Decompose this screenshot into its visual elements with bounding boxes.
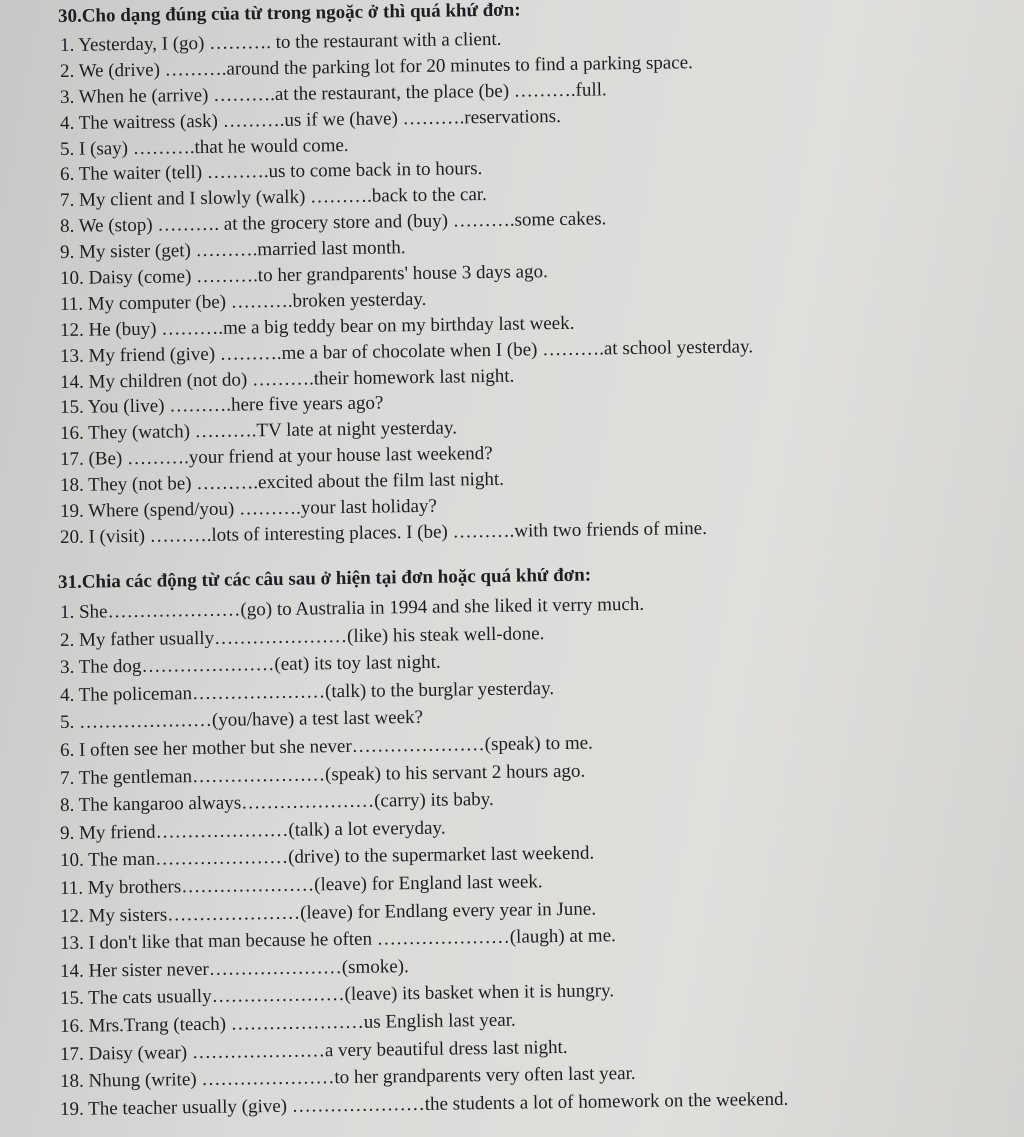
item-text: They (not be) ……….excited about the film last night. [88,468,505,496]
item-text: You (live) ……….here five years ago? [87,392,384,419]
item-text: The kangaroo always…………………(carry) its baby. [78,789,494,816]
item-number: 3. [59,86,75,108]
item-text: Her sister never…………………(smoke). [88,955,409,982]
item-text: I (say) ……….that he would come. [78,134,349,160]
item-number: 18. [59,1070,84,1093]
item-text: The cats usually…………………(leave) its basket when it is hungry. [88,980,615,1009]
item-text: (Be) ……….your friend at your house last weekend? [88,443,493,470]
item-number: 18. [59,474,84,497]
item-number: 2. [59,629,75,651]
item-number: 7. [59,190,75,212]
item-number: 17. [59,1043,84,1065]
item-number: 4. [59,684,75,706]
item-text: Mrs.Trang (teach) …………………us English last year. [88,1009,516,1037]
item-text: I (visit) ……….lots of interesting places. I (be) ……….with two friends of mine. [88,517,708,548]
item-text: We (drive) ……….around the parking lot for 20 minutes to find a parking space. [78,52,693,82]
item-number: 7. [59,767,75,789]
item-text: Yesterday, I (go) ………. to the restaurant with a client. [78,28,502,56]
item-text: …………………(you/have) a test last week? [78,707,424,734]
item-number: 13. [59,345,84,367]
item-text: I don't like that man because he often …………………(laugh) at me. [88,925,616,954]
item-text: The waiter (tell) ……….us to come back in to hours. [78,158,483,186]
item-text: The man…………………(drive) to the supermarket last weekend. [88,842,595,871]
item-text: The dog…………………(eat) its toy last night. [78,651,441,678]
item-number: 12. [59,319,84,341]
item-text: I often see her mother but she never…………………(speak) to me. [78,732,594,761]
item-number: 11. [59,293,84,315]
item-text: He (buy) ……….me a big teddy bear on my birthday last week. [88,312,575,341]
item-number: 20. [59,526,84,548]
item-text: The gentleman…………………(speak) to his servant 2 hours ago. [78,760,586,789]
item-number: 13. [59,932,84,955]
item-text: My sister (get) ……….married last month. [78,237,406,263]
exercise-31-heading: 31.Chia các động từ các câu sau ở hiện tại đơn hoặc quá khứ đơn: [57,564,592,593]
item-number: 17. [59,448,84,471]
item-text: My computer (be) ……….broken yesterday. [87,288,427,315]
item-number: 12. [59,905,84,927]
item-text: My children (not do) ……….their homework last night. [88,365,515,393]
item-text: My sisters…………………(leave) for Endlang every year in June. [88,898,597,927]
item-number: 19. [59,500,84,523]
item-text: Daisy (wear) …………………a very beautiful dress last night. [88,1036,568,1065]
item-number: 9. [59,241,75,264]
item-number: 11. [59,877,84,899]
item-number: 14. [59,960,84,982]
item-number: 1. [59,601,75,623]
item-text: They (watch) ……….TV late at night yesterday. [88,417,458,444]
item-number: 6. [59,164,75,186]
item-number: 9. [59,822,75,844]
item-text: Where (spend/you) ……….your last holiday? [88,495,438,522]
item-text: My brothers…………………(leave) for England last week. [87,871,543,899]
item-text: My friend (give) ……….me a bar of chocolate when I (be) ……….at school yesterday. [88,336,754,367]
item-number: 19. [59,1098,84,1120]
item-text: The waitress (ask) ……….us if we (have) ……….reservations. [78,105,562,134]
item-number: 6. [59,739,75,761]
item-text: Nhung (write) …………………to her grandparents very often last year. [88,1063,636,1092]
item-number: 1. [59,34,75,56]
item-text: My father usually…………………(like) his steak well-done. [78,622,545,651]
item-number: 5. [59,712,75,734]
item-number: 10. [59,850,84,872]
item-number: 15. [59,397,84,419]
item-number: 8. [59,794,75,817]
item-number: 8. [59,216,75,238]
exercise-31-list [59,593,789,1123]
item-number: 16. [59,423,84,445]
item-text: We (stop) ………. at the grocery store and (buy) ……….some cakes. [78,208,607,237]
item-text: My client and I slowly (walk) ……….back to the car. [78,184,487,212]
item-number: 10. [59,267,84,290]
exercise-30-list [59,28,754,551]
item-number: 2. [59,60,75,82]
item-number: 3. [59,656,75,679]
item-text: When he (arrive) ……….at the restaurant, the place (be) ……….full. [78,79,607,108]
item-text: My friend…………………(talk) a lot everyday. [78,817,446,844]
item-number: 5. [59,138,75,160]
item-number: 16. [59,1015,84,1037]
item-text: Daisy (come) ……….to her grandparents' house 3 days ago. [88,261,548,289]
exercise-30-heading: 30.Cho dạng đúng của từ trong ngoặc ở thì quá khứ đơn: [57,0,521,27]
item-text: The policeman…………………(talk) to the burglar yesterday. [78,677,555,706]
item-text: She…………………(go) to Australia in 1994 and she liked it verry much. [78,593,645,623]
item-number: 4. [59,112,75,134]
item-number: 14. [59,371,84,393]
item-number: 15. [59,987,84,1010]
item-text: The teacher usually (give) …………………the students a lot of homework on the weekend. [88,1088,789,1120]
